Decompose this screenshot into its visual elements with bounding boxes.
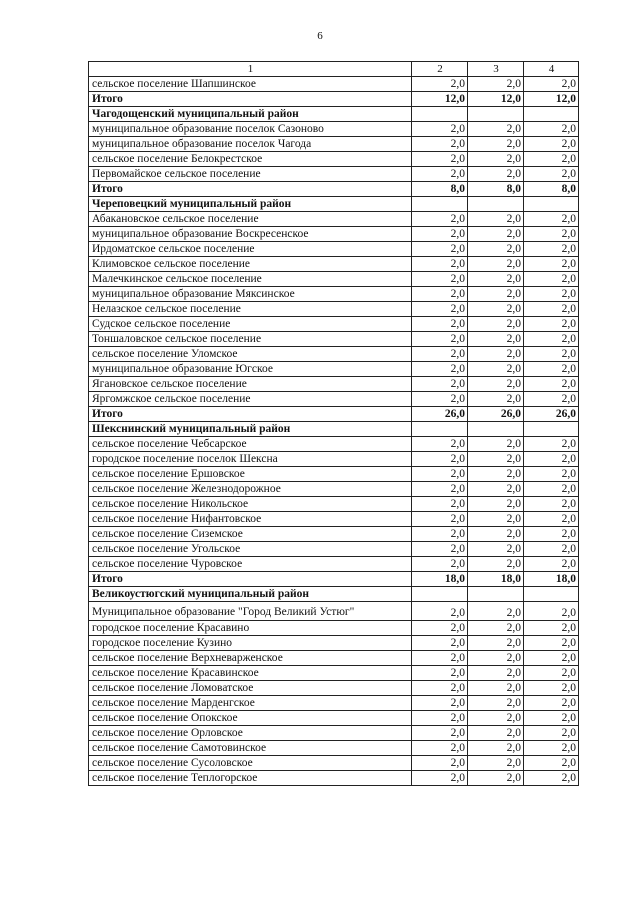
settlement-row	[89, 272, 579, 287]
value-col-3: 2,0	[468, 771, 524, 786]
value-col-3: 2,0	[468, 122, 524, 137]
value-col-2: 2,0	[412, 152, 468, 167]
settlement-row	[89, 482, 579, 497]
value-col-4: 2,0	[524, 332, 579, 347]
value-col-2: 2,0	[412, 452, 468, 467]
value-col-4: 2,0	[524, 452, 579, 467]
total-value-col-4: 18,0	[524, 572, 579, 587]
settlement-row	[89, 497, 579, 512]
settlement-name: сельское поселение Белокрестское	[89, 152, 412, 167]
value-col-4: 2,0	[524, 137, 579, 152]
value-col-4: 2,0	[524, 302, 579, 317]
value-col-4: 2,0	[524, 771, 579, 786]
settlement-name: городское поселение поселок Шексна	[89, 452, 412, 467]
settlement-row	[89, 512, 579, 527]
value-col-3: 2,0	[468, 452, 524, 467]
settlement-name: муниципальное образование Югское	[89, 362, 412, 377]
value-col-2: 2,0	[412, 362, 468, 377]
settlement-row	[89, 437, 579, 452]
value-col-2: 2,0	[412, 636, 468, 651]
value-col-3: 2,0	[468, 257, 524, 272]
value-col-4: 2,0	[524, 272, 579, 287]
value-col-4: 2,0	[524, 362, 579, 377]
settlement-name: городское поселение Красавино	[89, 621, 412, 636]
value-col-4: 2,0	[524, 741, 579, 756]
settlement-row	[89, 227, 579, 242]
settlement-row	[89, 137, 579, 152]
value-col-2: 2,0	[412, 77, 468, 92]
settlement-row	[89, 377, 579, 392]
value-col-4: 2,0	[524, 482, 579, 497]
value-col-2: 2,0	[412, 347, 468, 362]
settlement-name: Тоншаловское сельское поселение	[89, 332, 412, 347]
value-col-3: 2,0	[468, 557, 524, 572]
value-col-3: 2,0	[468, 741, 524, 756]
total-value-col-4: 8,0	[524, 182, 579, 197]
value-col-3: 2,0	[468, 152, 524, 167]
value-col-4: 2,0	[524, 557, 579, 572]
district-name: Шекснинский муниципальный район	[89, 422, 412, 437]
value-col-2: 2,0	[412, 467, 468, 482]
value-col-4: 2,0	[524, 242, 579, 257]
column-header-1: 1	[89, 62, 412, 77]
value-col-2: 2,0	[412, 332, 468, 347]
total-row	[89, 407, 579, 422]
value-col-4: 2,0	[524, 392, 579, 407]
value-col-2: 2,0	[412, 741, 468, 756]
value-col-4: 2,0	[524, 317, 579, 332]
settlement-name: Судское сельское поселение	[89, 317, 412, 332]
value-col-4: 2,0	[524, 122, 579, 137]
total-row	[89, 572, 579, 587]
value-col-3: 2,0	[468, 377, 524, 392]
total-value-col-4: 26,0	[524, 407, 579, 422]
value-col-3: 2,0	[468, 167, 524, 182]
district-header-row	[89, 422, 579, 437]
value-col-4: 2,0	[524, 756, 579, 771]
district-name: Чагодощенский муниципальный район	[89, 107, 412, 122]
settlement-name: сельское поселение Нифантовское	[89, 512, 412, 527]
value-col-2: 2,0	[412, 227, 468, 242]
total-value-col-3: 12,0	[468, 92, 524, 107]
settlement-name: сельское поселение Шапшинское	[89, 77, 412, 92]
settlement-name: сельское поселение Чебсарское	[89, 437, 412, 452]
settlement-name: Абакановское сельское поселение	[89, 212, 412, 227]
settlement-name: муниципальное образование Мяксинское	[89, 287, 412, 302]
settlement-row	[89, 711, 579, 726]
value-col-4: 2,0	[524, 497, 579, 512]
value-col-4: 2,0	[524, 527, 579, 542]
settlement-name: муниципальное образование поселок Сазоново	[89, 122, 412, 137]
value-col-2: 2,0	[412, 621, 468, 636]
value-col-2: 2,0	[412, 696, 468, 711]
page-number: 6	[317, 30, 323, 42]
district-empty-cell	[524, 587, 579, 602]
settlement-name: городское поселение Кузино	[89, 636, 412, 651]
value-col-3: 2,0	[468, 527, 524, 542]
value-col-2: 2,0	[412, 302, 468, 317]
total-value-col-3: 8,0	[468, 182, 524, 197]
value-col-2: 2,0	[412, 212, 468, 227]
value-col-4: 2,0	[524, 467, 579, 482]
value-col-2: 2,0	[412, 711, 468, 726]
value-col-4: 2,0	[524, 257, 579, 272]
value-col-2: 2,0	[412, 482, 468, 497]
settlement-row	[89, 651, 579, 666]
value-col-3: 2,0	[468, 482, 524, 497]
district-empty-cell	[468, 587, 524, 602]
settlement-row	[89, 621, 579, 636]
value-col-2: 2,0	[412, 681, 468, 696]
value-col-2: 2,0	[412, 137, 468, 152]
settlement-name: сельское поселение Сусоловское	[89, 756, 412, 771]
settlement-row	[89, 452, 579, 467]
value-col-2: 2,0	[412, 272, 468, 287]
settlement-row	[89, 257, 579, 272]
value-col-2: 2,0	[412, 542, 468, 557]
settlement-row	[89, 756, 579, 771]
value-col-3: 2,0	[468, 77, 524, 92]
settlement-row	[89, 696, 579, 711]
settlement-row	[89, 212, 579, 227]
district-name: Великоустюгский муниципальный район	[89, 587, 412, 602]
settlement-row	[89, 392, 579, 407]
value-col-4: 2,0	[524, 696, 579, 711]
total-label: Итого	[89, 92, 412, 107]
value-col-2: 2,0	[412, 726, 468, 741]
settlement-name: Первомайское сельское поселение	[89, 167, 412, 182]
value-col-3: 2,0	[468, 636, 524, 651]
district-empty-cell	[468, 107, 524, 122]
column-header-2: 2	[412, 62, 468, 77]
value-col-2: 2,0	[412, 527, 468, 542]
total-value-col-2: 18,0	[412, 572, 468, 587]
settlement-name: сельское поселение Угольское	[89, 542, 412, 557]
value-col-2: 2,0	[412, 242, 468, 257]
value-col-3: 2,0	[468, 317, 524, 332]
settlement-row	[89, 666, 579, 681]
value-col-2: 2,0	[412, 497, 468, 512]
value-col-2: 2,0	[412, 122, 468, 137]
district-name: Череповецкий муниципальный район	[89, 197, 412, 212]
value-col-2: 2,0	[412, 771, 468, 786]
settlement-name: сельское поселение Самотовинское	[89, 741, 412, 756]
settlement-row	[89, 557, 579, 572]
settlement-name: сельское поселение Ломоватское	[89, 681, 412, 696]
value-col-4: 2,0	[524, 602, 579, 621]
district-header-row	[89, 587, 579, 602]
settlement-row	[89, 726, 579, 741]
settlement-row	[89, 542, 579, 557]
column-header-3: 3	[468, 62, 524, 77]
district-empty-cell	[524, 197, 579, 212]
settlement-name: муниципальное образование поселок Чагода	[89, 137, 412, 152]
value-col-3: 2,0	[468, 666, 524, 681]
settlement-row	[89, 167, 579, 182]
value-col-3: 2,0	[468, 302, 524, 317]
value-col-2: 2,0	[412, 666, 468, 681]
value-col-2: 2,0	[412, 317, 468, 332]
value-col-2: 2,0	[412, 602, 468, 621]
district-empty-cell	[524, 422, 579, 437]
value-col-2: 2,0	[412, 167, 468, 182]
settlement-name: Яргомжское сельское поселение	[89, 392, 412, 407]
district-empty-cell	[468, 422, 524, 437]
settlement-name: сельское поселение Верхневарженское	[89, 651, 412, 666]
district-empty-cell	[412, 587, 468, 602]
settlement-name: Климовское сельское поселение	[89, 257, 412, 272]
total-value-col-3: 26,0	[468, 407, 524, 422]
settlement-name: сельское поселение Марденгское	[89, 696, 412, 711]
value-col-2: 2,0	[412, 287, 468, 302]
column-header-row	[89, 62, 579, 77]
value-col-4: 2,0	[524, 666, 579, 681]
district-header-row	[89, 107, 579, 122]
value-col-3: 2,0	[468, 756, 524, 771]
settlement-name: Малечкинское сельское поселение	[89, 272, 412, 287]
value-col-3: 2,0	[468, 651, 524, 666]
settlement-name: сельское поселение Ершовское	[89, 467, 412, 482]
value-col-3: 2,0	[468, 242, 524, 257]
value-col-3: 2,0	[468, 137, 524, 152]
settlement-name: сельское поселение Опокское	[89, 711, 412, 726]
total-value-col-2: 12,0	[412, 92, 468, 107]
value-col-3: 2,0	[468, 347, 524, 362]
district-empty-cell	[412, 107, 468, 122]
settlement-row	[89, 602, 579, 621]
value-col-3: 2,0	[468, 272, 524, 287]
district-header-row	[89, 197, 579, 212]
value-col-2: 2,0	[412, 557, 468, 572]
value-col-3: 2,0	[468, 332, 524, 347]
settlement-name: сельское поселение Красавинское	[89, 666, 412, 681]
settlement-row	[89, 302, 579, 317]
value-col-2: 2,0	[412, 437, 468, 452]
value-col-4: 2,0	[524, 651, 579, 666]
settlement-name: сельское поселение Никольское	[89, 497, 412, 512]
settlement-name: сельское поселение Уломское	[89, 347, 412, 362]
settlement-name: муниципальное образование Воскресенское	[89, 227, 412, 242]
value-col-4: 2,0	[524, 152, 579, 167]
value-col-3: 2,0	[468, 362, 524, 377]
value-col-4: 2,0	[524, 512, 579, 527]
value-col-4: 2,0	[524, 77, 579, 92]
value-col-3: 2,0	[468, 287, 524, 302]
settlement-row	[89, 287, 579, 302]
total-row	[89, 182, 579, 197]
total-row	[89, 92, 579, 107]
value-col-4: 2,0	[524, 212, 579, 227]
value-col-4: 2,0	[524, 636, 579, 651]
settlement-row	[89, 152, 579, 167]
total-label: Итого	[89, 182, 412, 197]
value-col-2: 2,0	[412, 257, 468, 272]
column-header-4: 4	[524, 62, 579, 77]
value-col-3: 2,0	[468, 437, 524, 452]
allocation-table	[88, 61, 579, 786]
value-col-2: 2,0	[412, 756, 468, 771]
settlement-row	[89, 77, 579, 92]
settlement-row	[89, 347, 579, 362]
value-col-2: 2,0	[412, 651, 468, 666]
value-col-4: 2,0	[524, 681, 579, 696]
settlement-name: сельское поселение Железнодорожное	[89, 482, 412, 497]
settlement-row	[89, 771, 579, 786]
settlement-name: Нелазское сельское поселение	[89, 302, 412, 317]
district-empty-cell	[412, 197, 468, 212]
value-col-4: 2,0	[524, 437, 579, 452]
value-col-4: 2,0	[524, 726, 579, 741]
settlement-row	[89, 636, 579, 651]
table-body	[89, 62, 579, 786]
settlement-name: сельское поселение Чуровское	[89, 557, 412, 572]
value-col-3: 2,0	[468, 621, 524, 636]
value-col-3: 2,0	[468, 392, 524, 407]
district-empty-cell	[412, 422, 468, 437]
value-col-3: 2,0	[468, 602, 524, 621]
value-col-4: 2,0	[524, 227, 579, 242]
value-col-4: 2,0	[524, 542, 579, 557]
settlement-row	[89, 122, 579, 137]
total-label: Итого	[89, 572, 412, 587]
settlement-row	[89, 362, 579, 377]
settlement-name: Ягановское сельское поселение	[89, 377, 412, 392]
value-col-4: 2,0	[524, 287, 579, 302]
value-col-4: 2,0	[524, 621, 579, 636]
value-col-2: 2,0	[412, 377, 468, 392]
settlement-row	[89, 527, 579, 542]
value-col-3: 2,0	[468, 227, 524, 242]
total-value-col-2: 8,0	[412, 182, 468, 197]
settlement-name: сельское поселение Теплогорское	[89, 771, 412, 786]
settlement-name: сельское поселение Орловское	[89, 726, 412, 741]
value-col-3: 2,0	[468, 696, 524, 711]
total-value-col-3: 18,0	[468, 572, 524, 587]
value-col-2: 2,0	[412, 392, 468, 407]
value-col-2: 2,0	[412, 512, 468, 527]
settlement-row	[89, 317, 579, 332]
settlement-row	[89, 741, 579, 756]
settlement-row	[89, 467, 579, 482]
value-col-3: 2,0	[468, 711, 524, 726]
settlement-row	[89, 681, 579, 696]
settlement-name: Ирдоматское сельское поселение	[89, 242, 412, 257]
total-value-col-2: 26,0	[412, 407, 468, 422]
district-empty-cell	[524, 107, 579, 122]
total-value-col-4: 12,0	[524, 92, 579, 107]
district-empty-cell	[468, 197, 524, 212]
value-col-3: 2,0	[468, 512, 524, 527]
value-col-3: 2,0	[468, 726, 524, 741]
value-col-3: 2,0	[468, 497, 524, 512]
value-col-4: 2,0	[524, 711, 579, 726]
total-label: Итого	[89, 407, 412, 422]
value-col-4: 2,0	[524, 347, 579, 362]
settlement-name: сельское поселение Сиземское	[89, 527, 412, 542]
value-col-3: 2,0	[468, 467, 524, 482]
value-col-4: 2,0	[524, 377, 579, 392]
value-col-4: 2,0	[524, 167, 579, 182]
value-col-3: 2,0	[468, 681, 524, 696]
settlement-row	[89, 242, 579, 257]
value-col-3: 2,0	[468, 542, 524, 557]
settlement-name: Муниципальное образование "Город Великий Устюг"	[89, 602, 412, 621]
settlement-row	[89, 332, 579, 347]
value-col-3: 2,0	[468, 212, 524, 227]
